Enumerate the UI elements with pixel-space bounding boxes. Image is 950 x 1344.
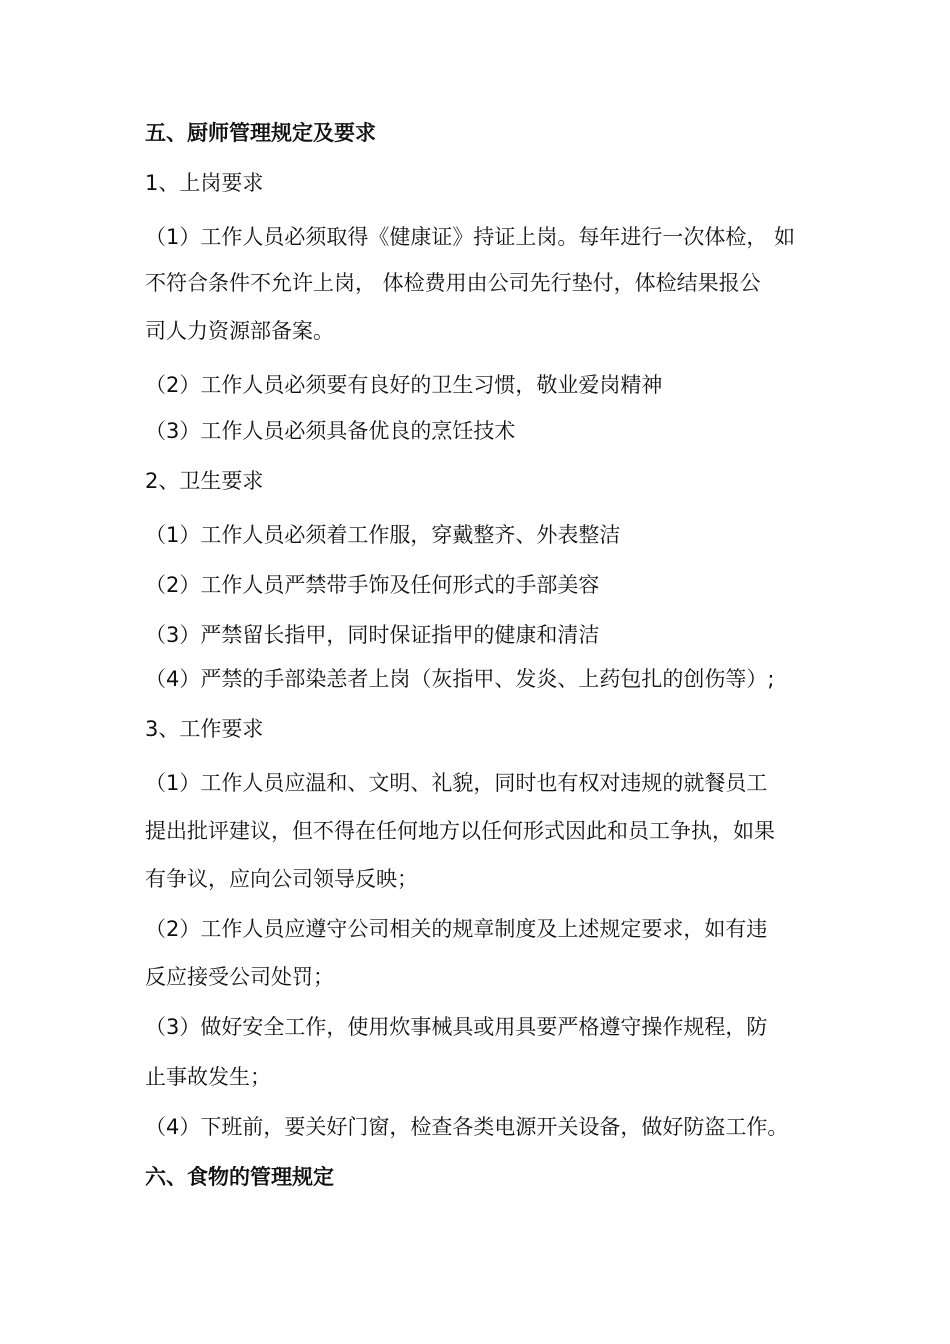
subheading-2: 2、卫生要求 bbox=[145, 469, 264, 493]
paragraph-line: （2）工作人员严禁带手饰及任何形式的手部美容 bbox=[145, 573, 600, 597]
paragraph-line: （3）严禁留长指甲，同时保证指甲的健康和清洁 bbox=[145, 623, 600, 647]
paragraph-line: 提出批评建议，但不得在任何地方以任何形式因此和员工争执，如果 bbox=[145, 819, 775, 843]
paragraph-line: （1）工作人员必须着工作服，穿戴整齐、外表整洁 bbox=[145, 523, 621, 547]
paragraph-line: （4）严禁的手部染恙者上岗（灰指甲、发炎、上药包扎的创伤等）; bbox=[145, 667, 775, 691]
paragraph-line: 止事故发生； bbox=[145, 1065, 271, 1089]
subheading-1: 1、上岗要求 bbox=[145, 171, 264, 195]
paragraph-line: （1）工作人员必须取得《健康证》持证上岗。每年进行一次体检， 如 bbox=[145, 225, 796, 249]
paragraph-line: （4）下班前，要关好门窗，检查各类电源开关设备，做好防盗工作。 bbox=[145, 1115, 789, 1139]
section-heading-6: 六、食物的管理规定 bbox=[145, 1165, 334, 1189]
paragraph-line: 有争议，应向公司领导反映； bbox=[145, 867, 418, 891]
paragraph-line: （3）做好安全工作，使用炊事械具或用具要严格遵守操作规程，防 bbox=[145, 1015, 768, 1039]
paragraph-line: （2）工作人员必须要有良好的卫生习惯，敬业爱岗精神 bbox=[145, 373, 663, 397]
paragraph-line: （2）工作人员应遵守公司相关的规章制度及上述规定要求，如有违 bbox=[145, 917, 768, 941]
subheading-3: 3、工作要求 bbox=[145, 717, 264, 741]
paragraph-line: （3）工作人员必须具备优良的烹饪技术 bbox=[145, 419, 516, 443]
paragraph-line: （1）工作人员应温和、文明、礼貌，同时也有权对违规的就餐员工 bbox=[145, 771, 768, 795]
paragraph-line: 不符合条件不允许上岗， 体检费用由公司先行垫付，体检结果报公 bbox=[145, 271, 761, 295]
section-heading-5: 五、厨师管理规定及要求 bbox=[145, 121, 376, 145]
paragraph-line: 反应接受公司处罚； bbox=[145, 965, 334, 989]
paragraph-line: 司人力资源部备案。 bbox=[145, 319, 334, 343]
